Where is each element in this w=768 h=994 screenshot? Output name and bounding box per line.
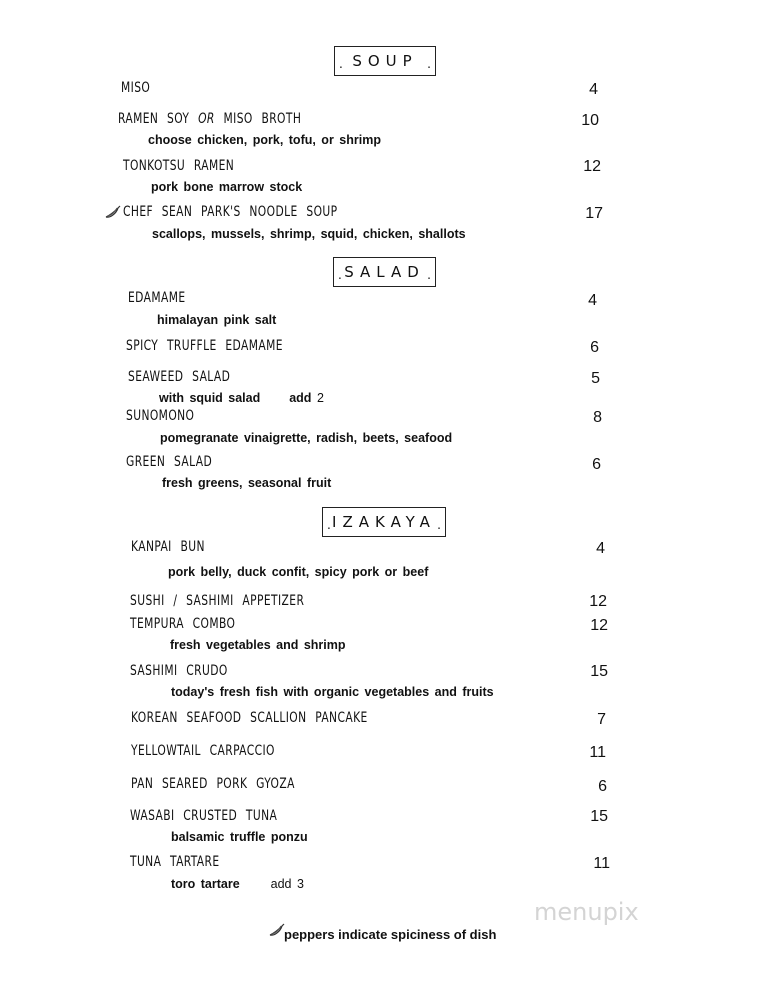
- menu-item-price: 12: [590, 617, 608, 634]
- menu-item-price: 6: [590, 339, 599, 356]
- footnote: peppers indicate spiciness of dish: [284, 927, 497, 942]
- chili-pepper-icon: [104, 204, 122, 220]
- menu-item-name: TONKOTSU RAMEN: [123, 158, 235, 174]
- menu-item-name: PAN SEARED PORK GYOZA: [131, 776, 295, 792]
- section-title: . SALAD: [344, 263, 425, 281]
- section-title: . SOUP: [352, 52, 418, 70]
- menu-item-price: 6: [598, 778, 607, 795]
- menu-item-name: EDAMAME: [128, 290, 186, 306]
- menu-item-price: 17: [585, 205, 603, 222]
- menu-item-price: 11: [589, 744, 606, 761]
- menu-item-name: YELLOWTAIL CARPACCIO: [131, 743, 275, 759]
- menu-item-name: MISO: [121, 80, 151, 96]
- menu-item-name: SEAWEED SALAD: [128, 369, 231, 385]
- menu-item-price: 4: [589, 81, 598, 98]
- menu-item-description: choose chicken, pork, tofu, or shrimp: [148, 133, 381, 147]
- menu-item-price: 5: [591, 370, 600, 387]
- menu-item-description: fresh greens, seasonal fruit: [162, 476, 332, 490]
- menu-item-description: pomegranate vinaigrette, radish, beets, seafood: [160, 431, 453, 445]
- menu-item-price: 8: [593, 409, 602, 426]
- menu-item-name: CHEF SEAN PARK'S NOODLE SOUP: [123, 204, 338, 220]
- section-header-izakaya: [322, 507, 446, 537]
- menu-item-price: 4: [588, 292, 597, 309]
- menu-item-description: pork bone marrow stock: [151, 180, 303, 194]
- menu-item-price: 12: [583, 158, 601, 175]
- menu-item-price: 15: [590, 663, 608, 680]
- menu-item-price: 7: [597, 711, 606, 728]
- menu-item-name: SASHIMI CRUDO: [130, 663, 228, 679]
- section-header-soup: [334, 46, 436, 76]
- menu-item-description: fresh vegetables and shrimp: [170, 638, 346, 652]
- menu-item-price: 12: [589, 593, 607, 610]
- menu-item-name: SUSHI / SASHIMI APPETIZER: [130, 593, 305, 609]
- menu-item-price: 6: [592, 456, 601, 473]
- menu-item-description: balsamic truffle ponzu: [171, 830, 308, 844]
- menu-item-description: toro tartare add 3: [171, 877, 304, 891]
- menu-item-description: today's fresh fish with organic vegetables and fruits: [171, 685, 494, 699]
- menu-item-price: 10: [581, 112, 599, 129]
- menu-item-name: WASABI CRUSTED TUNA: [130, 808, 278, 824]
- menu-item-name: SUNOMONO: [126, 408, 195, 424]
- watermark-logo: menupix: [534, 898, 639, 926]
- menu-item-name: SPICY TRUFFLE EDAMAME: [126, 338, 283, 354]
- menu-item-name: KANPAI BUN: [131, 539, 205, 555]
- menu-item-name: KOREAN SEAFOOD SCALLION PANCAKE: [131, 710, 368, 726]
- menu-item-name: TEMPURA COMBO: [130, 616, 236, 632]
- menu-item-description: pork belly, duck confit, spicy pork or beef: [168, 565, 429, 579]
- section-header-salad: [333, 257, 436, 287]
- menu-item-price: 15: [590, 808, 608, 825]
- section-title: . IZAKAYA: [332, 513, 436, 531]
- menu-item-name: GREEN SALAD: [126, 454, 213, 470]
- menu-item-description: with squid salad add 2: [159, 391, 324, 405]
- menu-item-name: TUNA TARTARE: [130, 854, 220, 870]
- menu-item-price: 4: [596, 540, 605, 557]
- menu-item-description: scallops, mussels, shrimp, squid, chicken, shallots: [152, 227, 466, 241]
- menu-item-price: 11: [593, 855, 610, 872]
- menu-item-description: himalayan pink salt: [157, 313, 277, 327]
- menu-item-name: RAMEN SOY OR MISO BROTH: [118, 111, 302, 127]
